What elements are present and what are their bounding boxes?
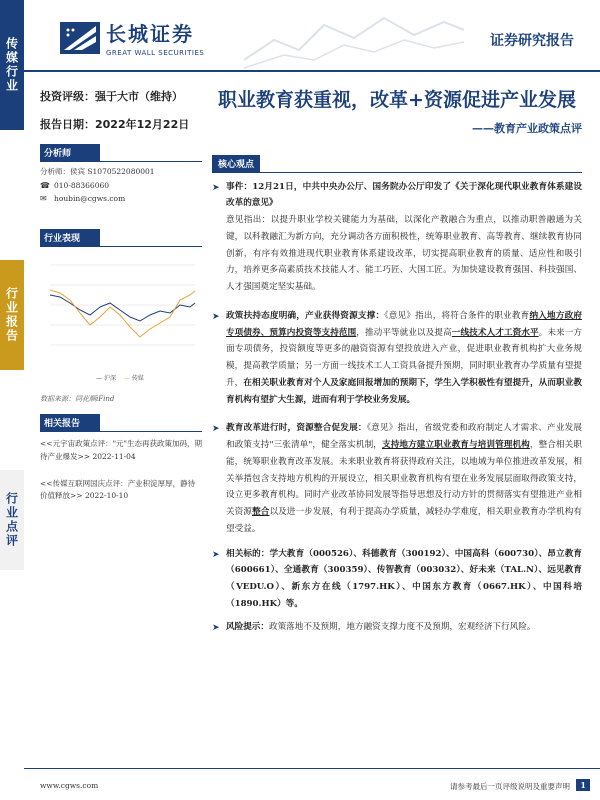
bullet-reform: ➤ 教育改革进行时，资源整合促发展：《意见》指出，省级党委和政府制定人才需求、产业发展和政策支持"三张清单"，健全落实机制，支持地方建立职业教育与培训管理机构，整合相关职能，统筹职业教育改革发展。未来职业教育将获得政府关注，以地域为单位推进改革发展，相关举措包含支持地方机构的开展设立，相关职业教育机构有望在业务发展层面取得政策支持，设立更多教育机构。同时产业改革协同发展等指导思想及行动方针的贯彻落实有望推进产业相关资源整合以及进一步发展，有利于提高办学质量，减轻办学难度，相关职业教育办学机构有望受益。: [212, 420, 582, 537]
bullet-targets: ➤ 相关标的：学大教育（000526）、科德教育（300192）、中国高科（600730）、昂立教育（600661）、全通教育（300359）、传智教育（003032）、好未来（TAL.N）、远见教育（VEDU.O）、新东方在线（1797.HK）、中国东方教育（0667.HK）、中国科培（1890.HK）等。: [212, 546, 582, 613]
performance-chart-svg: [40, 255, 200, 367]
footer-disclaimer: 请参考最后一页评级说明及重要声明: [450, 782, 570, 791]
opinion-paragraph: 意见指出：以提升职业学校关键能力为基础，以深化产教融合为重点，以推动职普融通为关键，以科教融汇为新方向，充分调动各方面积极性，统筹职业教育、高等教育、继续教育协同创新，有序有效推进现代职业教育体系建设改革，切实提高职业教育的质量、适应性和吸引力，培养更多高素质技术技能人才、能工巧匠、大国工匠。为加快建设教育强国、科技强国、人才强国奠定坚实基础。: [226, 215, 582, 293]
side-tabs: [0, 0, 24, 800]
great-wall-watermark: [244, 0, 464, 70]
related-heading: 相关报告: [40, 414, 100, 431]
report-title: 职业教育获重视，改革+资源促进产业发展: [218, 89, 576, 111]
report-type: 证券研究报告: [490, 33, 574, 49]
bullet-arrow-icon: ➤: [212, 622, 220, 633]
core-heading-block: [212, 152, 582, 173]
phone-icon: ☎: [40, 181, 50, 190]
side-tab-industry: 传媒行业: [0, 0, 24, 130]
series-line-csi: [50, 295, 195, 321]
mail-icon: ✉: [40, 194, 47, 203]
analyst-heading: 分析师: [40, 144, 100, 161]
company-logo: [60, 18, 204, 57]
bullet-policy: ➤ 政策扶持态度明确，产业获得资源支撑：《意见》指出，将符合条件的职业教育纳入地方政府专项债券、预算内投资等支持范围，推动平等就业以及提高一线技术人才工资水平。未来一方面专项债务，投资额度等更多的融资资源有望投放进入产业，促进职业教育机构扩大业务规模，提高教学质量；另一方面一线技术工人工资具备提升预期，同时职业教育办学质量有望提升，在相关职业教育对个人及家庭回报增加的预期下，学生入学积极性有望提升，从而职业教育机构有望扩大生源，进而有利于学校业务发展。: [212, 308, 582, 409]
related-report-1[interactable]: <<元宇宙政策点评："元"生态再获政策加码，期待产业爆发>> 2022-11-04: [40, 439, 202, 461]
bullet-event: ➤ 事件：12月21日，中共中央办公厅、国务院办公厅印发了《关于深化现代职业教育体系建设改革的意见》: [212, 179, 582, 213]
investment-rating: 投资评级：强于大市（维持）: [40, 90, 183, 103]
side-tab-report: 行业报告: [0, 260, 24, 370]
page-number: 1: [576, 779, 590, 791]
chart-source: 数据来源：同花顺iFind: [40, 395, 115, 403]
bullet-arrow-icon: ➤: [212, 182, 220, 193]
main-column: [212, 88, 582, 637]
report-date: 报告日期：2022年12月22日: [40, 118, 190, 131]
bullet-arrow-icon: ➤: [212, 424, 220, 435]
analyst-name: 分析师：侯宾 S1070522080001: [40, 167, 155, 176]
related-report-2[interactable]: <<传媒互联网国庆点评：产业积淀厚厚，静待价值释放>> 2022-10-10: [40, 478, 196, 501]
left-column: [40, 88, 202, 503]
logo-en: GREAT WALL SECURITIES: [106, 49, 205, 57]
analyst-email[interactable]: ✉ houbin@cgws.com: [40, 194, 126, 203]
header: [24, 0, 600, 72]
footer: [24, 768, 600, 800]
performance-heading: 行业表现: [40, 229, 100, 246]
analyst-phone: ☎ 010-88366060: [40, 181, 110, 190]
logo-cn: 长城证券: [106, 22, 194, 46]
report-subtitle: ——教育产业政策点评: [472, 121, 582, 135]
bullet-arrow-icon: ➤: [212, 311, 220, 322]
performance-chart: [40, 255, 200, 380]
core-heading: 核心观点: [212, 155, 260, 172]
series-line-media: [50, 290, 195, 337]
logo-mark-icon: [60, 22, 100, 54]
legend-media: — 传媒: [124, 375, 144, 382]
bullet-arrow-icon: ➤: [212, 549, 220, 560]
side-tab-review: 行业点评: [0, 470, 24, 570]
legend-csi: — 沪深: [96, 375, 116, 382]
footer-url[interactable]: www.cgws.com: [40, 781, 99, 790]
bullet-risk: ➤ 风险提示：政策落地不及预期，地方融资支撑力度不及预期，宏观经济下行风险。: [212, 619, 582, 637]
